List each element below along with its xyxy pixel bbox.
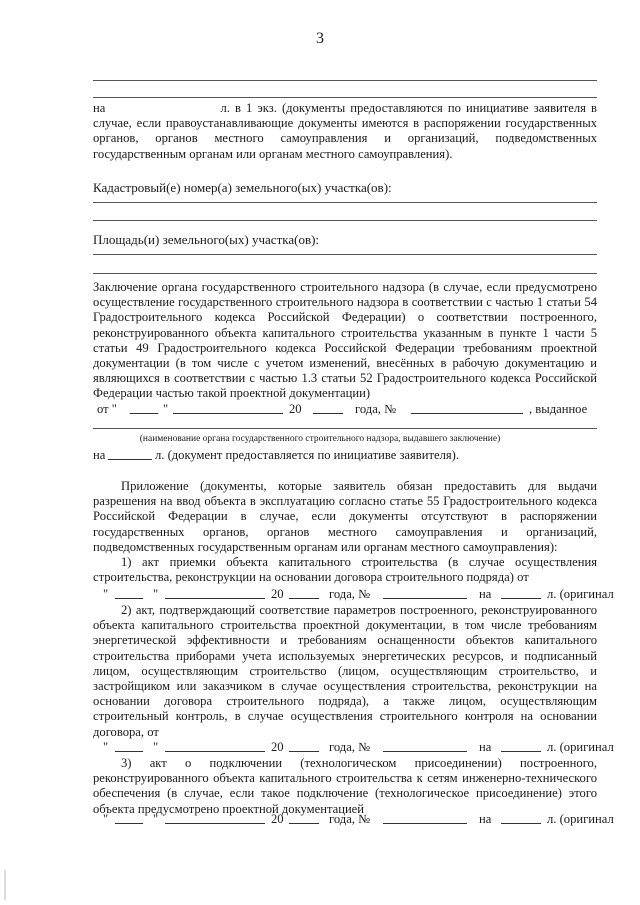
month-blank bbox=[173, 402, 283, 414]
rule bbox=[93, 80, 597, 81]
day-blank bbox=[130, 402, 158, 414]
rule bbox=[93, 273, 597, 274]
year-blank bbox=[289, 587, 319, 599]
number-blank bbox=[383, 812, 467, 824]
rule bbox=[93, 202, 597, 203]
rule bbox=[93, 220, 597, 221]
area-label: Площадь(и) земельного(ых) участка(ов): bbox=[93, 232, 320, 247]
sheets-blank bbox=[501, 587, 541, 599]
month-blank bbox=[165, 740, 265, 752]
paragraph-text: л. в 1 экз. (документы предоставляются по инициативе заявителя в случае, если правоустанавливающие документы имеются в распоряжении государственных органов, органов местного самоуправления и организаций, подведомственных государственным органам или органам местного самоуправления). bbox=[93, 101, 597, 161]
conclusion-date-line bbox=[93, 402, 597, 418]
year-blank bbox=[313, 402, 343, 414]
rule bbox=[93, 428, 597, 429]
day-blank bbox=[115, 812, 143, 824]
number-blank bbox=[411, 402, 523, 414]
page-number: 3 bbox=[316, 30, 324, 47]
scan-edge-mark bbox=[4, 870, 6, 900]
sheets-blank bbox=[501, 812, 541, 824]
date-quote: " bbox=[163, 402, 169, 416]
date-ot: от " bbox=[97, 402, 117, 416]
date-number-label: года, № bbox=[355, 402, 397, 416]
day-blank bbox=[115, 587, 143, 599]
number-blank bbox=[383, 587, 467, 599]
year-blank bbox=[289, 740, 319, 752]
rule bbox=[93, 254, 597, 255]
item-3-fill-line: " " 20 года, № на л. (оригинал bbox=[103, 812, 614, 826]
rule bbox=[93, 97, 597, 98]
sheets-blank bbox=[501, 740, 541, 752]
day-blank bbox=[115, 740, 143, 752]
number-blank bbox=[383, 740, 467, 752]
cadastral-label: Кадастровый(е) номер(а) земельного(ых) участка(ов): bbox=[93, 180, 392, 195]
issuer-caption: (наименование органа государственного строительного надзора, выдавшего заключение) bbox=[139, 434, 501, 444]
item-2-fill-line: " " 20 года, № на л. (оригинал bbox=[103, 740, 614, 754]
issued-label: , выданное bbox=[529, 402, 588, 416]
doc-na: на bbox=[93, 448, 106, 462]
doc-text: л. (документ предоставляется по инициативе заявителя). bbox=[155, 448, 460, 462]
conclusion-paragraph: Заключение органа государственного строительного надзора (в случае, если предусмотрено осуществление государственного строительного надзора в соответствии с частью 1 статьи 54 Градостроительного кодекса Российской Федерации) о соответствии построенного, реконструированного объекта капитального строительства указанным в пункте 1 части 5 статьи 49 Градостроительного кодекса Российской Федерации требованиям проектной документации (в том числе с учетом изменений, внесённых в рабочую документацию и являющихся в соответствии с частью 1.3 статьи 52 Градостроительного кодекса Российской Федерации частью такой проектной документации) bbox=[93, 280, 597, 401]
month-blank bbox=[165, 587, 265, 599]
appendix-item-3: 3) акт о подключении (технологическом присоединении) построенного, реконструированного объекта капитального строительства к сетям инженерно-технического обеспечения (в случае, если такое подключение (технологическое присоединение) этого объекта предусмотрено проектной документацией bbox=[93, 756, 597, 816]
documents-paragraph bbox=[93, 101, 597, 162]
document-count-line bbox=[93, 448, 597, 464]
paragraph-lead: на bbox=[93, 101, 106, 115]
sheets-blank bbox=[108, 448, 152, 460]
appendix-paragraph: Приложение (документы, которые заявитель обязан предоставить для выдачи разрешения на ввод объекта в эксплуатацию согласно статье 55 Градостроительного кодекса Российской Федерации в случае, если документы отсутствуют в распоряжении государственных органов, органов местного самоуправления и организаций, подведомственных государственным органам или органам местного самоуправления): bbox=[93, 479, 597, 554]
year-blank bbox=[289, 812, 319, 824]
item-1-fill-line: " " 20 года, № на л. (оригинал bbox=[103, 587, 614, 601]
appendix-item-1: 1) акт приемки объекта капитального строительства (в случае осуществления строительства, реконструкции на основании договора строительного подряда) от bbox=[93, 555, 597, 585]
date-year: 20 bbox=[289, 402, 302, 416]
appendix-item-2: 2) акт, подтверждающий соответствие параметров построенного, реконструированного объекта капитального строительства проектной документации, в том числе требованиям энергетической эффективности и требованиям оснащенности объектов капитального строительства приборами учета используемых энергетических ресурсов, и подписанный лицом, осуществляющим строительство (лицом, осуществляющим строительство, и застройщиком или заказчиком в случае осуществления строительства, реконструкции на основании договора строительного подряда), а также лицом, осуществляющим строительный контроль, в случае осуществления строительного контроля на основании договора, от bbox=[93, 603, 597, 739]
month-blank bbox=[165, 812, 265, 824]
blank-field bbox=[105, 101, 215, 112]
